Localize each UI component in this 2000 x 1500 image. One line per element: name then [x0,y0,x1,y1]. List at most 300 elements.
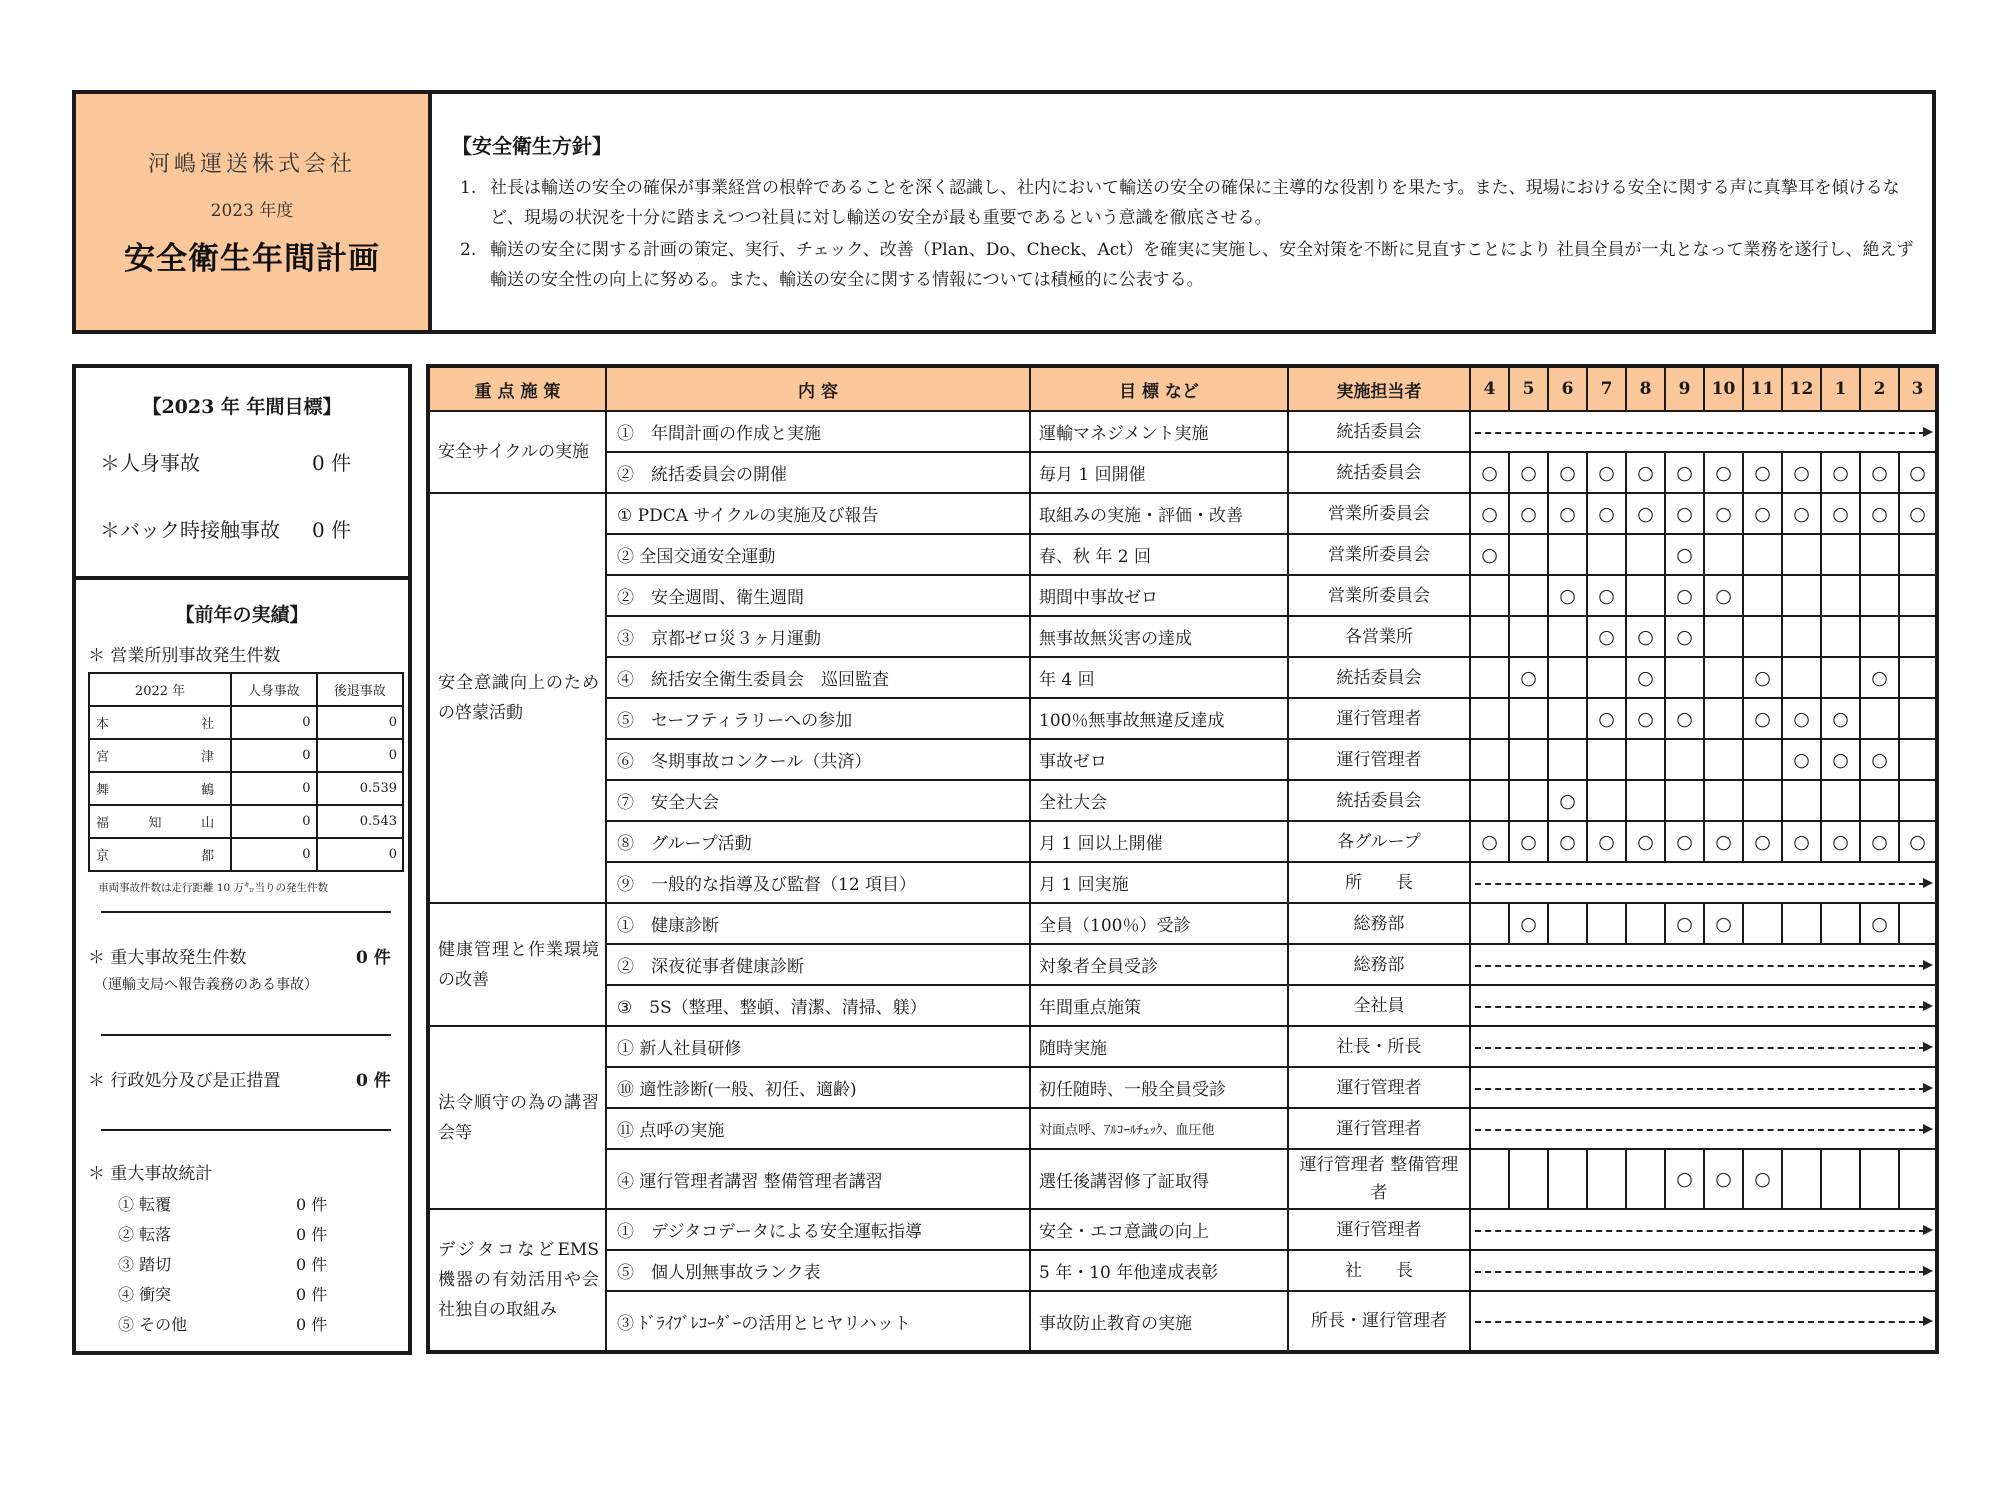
target-cell: 事故防止教育の実施 [1030,1291,1288,1352]
content-cell: ② 統括委員会の開催 [606,452,1030,493]
month-cell [1860,821,1899,862]
office-name: 宮津 [89,739,231,772]
circle-mark-icon: ○ [1832,830,1849,853]
month-cell [1470,1149,1509,1209]
month-header: 11 [1743,366,1782,411]
content-cell: ⑩ 適性診断(一般、初任、適齢) [606,1067,1030,1108]
month-cell [1860,452,1899,493]
stat-value: 0 件 [296,1314,328,1334]
month-header: 4 [1470,366,1509,411]
table-row [428,1209,1937,1250]
month-cell [1509,452,1548,493]
content-cell: ③ 京都ゼロ災３ヶ月運動 [606,616,1030,657]
person-cell: 社長・所長 [1288,1026,1470,1067]
month-header: 3 [1899,366,1937,411]
safety-policy [432,94,1932,330]
table-row [89,838,403,871]
month-cell [1821,616,1860,657]
circle-mark-icon: ○ [1909,830,1926,853]
stat-value: 0 件 [296,1284,328,1304]
person-header: 実施担当者 [1288,366,1470,411]
month-cell [1821,780,1860,821]
month-cell [1704,821,1743,862]
month-cell [1509,698,1548,739]
circle-mark-icon: ○ [1598,502,1615,525]
category-cell: 安全サイクルの実施 [428,411,606,493]
month-cell [1548,821,1587,862]
year-round-arrow [1470,1067,1937,1108]
table-row [428,1291,1937,1352]
serious-accident-value: 0 件 [356,948,391,968]
circle-mark-icon: ○ [1793,502,1810,525]
month-cell [1587,493,1626,534]
stat-row [76,1278,408,1308]
circle-mark-icon: ○ [1676,1168,1693,1190]
circle-mark-icon: ○ [1715,461,1732,484]
content-cell: ④ 統括安全衛生委員会 巡回監査 [606,657,1030,698]
month-cell [1899,616,1937,657]
month-cell [1665,780,1704,821]
office-name: 京都 [89,838,231,871]
content-cell: ③ 5S（整理、整頓、清潔、清掃、躾） [606,985,1030,1026]
month-header: 12 [1782,366,1821,411]
table-header: 人身事故 [231,673,316,706]
year-round-arrow [1470,1250,1937,1291]
backing-count: 0.543 [317,805,403,838]
circle-mark-icon: ○ [1832,707,1849,730]
circle-mark-icon: ○ [1520,830,1537,853]
person-cell: 総務部 [1288,944,1470,985]
circle-mark-icon: ○ [1754,1168,1771,1190]
month-cell [1782,821,1821,862]
month-cell [1899,534,1937,575]
month-cell [1860,616,1899,657]
table-row [89,739,403,772]
month-cell [1899,452,1937,493]
circle-mark-icon: ○ [1715,1168,1732,1190]
circle-mark-icon: ○ [1832,748,1849,771]
goal-label: ＊人身事故 [100,451,200,475]
table-row [428,616,1937,657]
month-cell [1626,698,1665,739]
target-cell: 毎月 1 回開催 [1030,452,1288,493]
stat-value: 0 件 [296,1194,328,1214]
table-row [428,1250,1937,1291]
person-cell: 社 長 [1288,1250,1470,1291]
serious-accident-row [76,943,408,968]
policy-heading: 【安全衛生方針】 [452,134,612,158]
table-row [428,821,1937,862]
month-cell [1626,452,1665,493]
person-cell: 営業所委員会 [1288,534,1470,575]
month-cell [1509,780,1548,821]
category-cell: 健康管理と作業環境の改善 [428,903,606,1026]
stat-label: ④ 衝突 [118,1284,172,1304]
person-cell: 総務部 [1288,903,1470,944]
stat-row [76,1248,408,1278]
table-row [428,452,1937,493]
month-cell [1743,616,1782,657]
month-cell [1704,493,1743,534]
circle-mark-icon: ○ [1793,707,1810,730]
table-row [428,534,1937,575]
person-cell: 所長・運行管理者 [1288,1291,1470,1352]
target-cell: 対象者全員受診 [1030,944,1288,985]
month-cell [1626,657,1665,698]
month-cell [1665,739,1704,780]
content-cell: ① PDCA サイクルの実施及び報告 [606,493,1030,534]
table-row [428,1108,1937,1149]
schedule-table [426,364,1939,1354]
goal-row [76,514,408,543]
month-cell [1743,821,1782,862]
serious-accident-note: （運輸支局へ報告義務のある事故） [94,977,318,993]
content-cell: ② 安全週間、衛生週間 [606,575,1030,616]
month-header: 2 [1860,366,1899,411]
month-cell [1743,493,1782,534]
circle-mark-icon: ○ [1520,461,1537,484]
content-header: 内 容 [606,366,1030,411]
person-cell: 運行管理者 [1288,739,1470,780]
month-cell [1626,903,1665,944]
month-cell [1782,534,1821,575]
month-cell [1626,493,1665,534]
circle-mark-icon: ○ [1676,707,1693,730]
month-cell [1470,657,1509,698]
month-cell [1665,903,1704,944]
injury-count: 0 [231,739,316,772]
table-row [428,1067,1937,1108]
month-cell [1782,657,1821,698]
injury-count: 0 [231,838,316,871]
month-cell [1509,493,1548,534]
year-round-arrow [1470,985,1937,1026]
month-cell [1704,780,1743,821]
month-cell [1587,657,1626,698]
target-cell: 全社大会 [1030,780,1288,821]
circle-mark-icon: ○ [1754,461,1771,484]
content-cell: ⑥ 冬期事故コンクール（共済） [606,739,1030,780]
month-cell [1704,903,1743,944]
target-cell: 全員（100％）受診 [1030,903,1288,944]
month-cell [1548,534,1587,575]
circle-mark-icon: ○ [1676,912,1693,935]
month-cell [1704,1149,1743,1209]
stats-heading: ＊ 重大事故統計 [88,1164,213,1184]
month-cell [1470,493,1509,534]
month-cell [1509,1149,1548,1209]
month-cell [1899,698,1937,739]
target-cell: 初任随時、一般全員受診 [1030,1067,1288,1108]
circle-mark-icon: ○ [1559,461,1576,484]
month-cell [1470,780,1509,821]
previous-results-panel [72,580,412,1355]
table-row [428,493,1937,534]
injury-count: 0 [231,805,316,838]
schedule-header-row [428,366,1937,411]
month-header: 1 [1821,366,1860,411]
content-cell: ⑦ 安全大会 [606,780,1030,821]
stat-row [76,1308,408,1338]
person-cell: 所 長 [1288,862,1470,903]
month-cell [1860,780,1899,821]
circle-mark-icon: ○ [1520,502,1537,525]
backing-count: 0 [317,706,403,739]
circle-mark-icon: ○ [1754,707,1771,730]
month-cell [1665,657,1704,698]
policy-text: 社長は輸送の安全の確保が事業経営の根幹であることを深く認識し、社内において輸送の安全の確保に主導的な役割りを果たす。また、現場における安全に関する声に真摯耳を傾けるなど、現場の状況を十分に踏まえつつ社員に対し輸送の安全が最も重要であるという意識を徹底させる。 [490,178,1900,228]
month-cell [1860,493,1899,534]
content-cell: ⑪ 点呼の実施 [606,1108,1030,1149]
month-cell [1899,575,1937,616]
month-cell [1704,698,1743,739]
circle-mark-icon: ○ [1754,666,1771,689]
month-cell [1821,821,1860,862]
policy-text: 輸送の安全に関する計画の策定、実行、チェック、改善（Plan、Do、Check、Act）を確実に実施し、安全対策を不断に見直すことにより 社員全員が一丸となって業務を遂行し、絶えず輸送の安全性の向上に努める。また、輸送の安全に関する情報については積極的に公表する。 [490,240,1914,290]
month-cell [1743,657,1782,698]
year-round-arrow [1470,1108,1937,1149]
month-cell [1704,575,1743,616]
goal-label: ＊バック時接触事故 [100,518,280,542]
plan-header [72,90,1936,334]
circle-mark-icon: ○ [1676,543,1693,566]
stat-value: 0 件 [296,1224,328,1244]
title-box [76,94,432,330]
circle-mark-icon: ○ [1832,461,1849,484]
company-name: 河嶋運送株式会社 [147,151,356,177]
circle-mark-icon: ○ [1715,502,1732,525]
stat-label: ② 転落 [118,1224,172,1244]
target-cell: 期間中事故ゼロ [1030,575,1288,616]
month-cell [1665,493,1704,534]
circle-mark-icon: ○ [1793,748,1810,771]
person-cell: 運行管理者 整備管理者 [1288,1149,1470,1209]
annual-goals-panel [72,364,412,580]
circle-mark-icon: ○ [1715,830,1732,853]
person-cell: 統括委員会 [1288,780,1470,821]
category-cell: 安全意識向上のための啓蒙活動 [428,493,606,903]
month-cell [1470,821,1509,862]
year-round-arrow [1470,411,1937,452]
month-cell [1665,1149,1704,1209]
month-cell [1665,534,1704,575]
content-cell: ④ 運行管理者講習 整備管理者講習 [606,1149,1030,1209]
goals-title: 【2023 年 年間目標】 [142,396,342,418]
month-cell [1470,534,1509,575]
circle-mark-icon: ○ [1871,912,1888,935]
month-cell [1743,534,1782,575]
policy-number: 2. [460,240,477,260]
circle-mark-icon: ○ [1598,461,1615,484]
circle-mark-icon: ○ [1676,461,1693,484]
content-cell: ② 深夜従事者健康診断 [606,944,1030,985]
backing-count: 0.539 [317,772,403,805]
month-cell [1743,903,1782,944]
backing-count: 0 [317,838,403,871]
divider [101,1034,391,1036]
admin-action-row [76,1066,408,1091]
target-cell: 選任後講習修了証取得 [1030,1149,1288,1209]
person-cell: 全社員 [1288,985,1470,1026]
month-cell [1587,1149,1626,1209]
goal-row [76,447,408,476]
goal-value: 0 件 [312,451,352,475]
month-cell [1587,739,1626,780]
month-cell [1782,575,1821,616]
month-cell [1821,739,1860,780]
month-cell [1899,1149,1937,1209]
circle-mark-icon: ○ [1871,748,1888,771]
circle-mark-icon: ○ [1598,830,1615,853]
month-cell [1665,575,1704,616]
category-cell: 法令順守の為の講習会等 [428,1026,606,1209]
person-cell: 運行管理者 [1288,1108,1470,1149]
month-cell [1782,780,1821,821]
circle-mark-icon: ○ [1598,584,1615,607]
stat-row [76,1218,408,1248]
month-cell [1782,493,1821,534]
month-cell [1782,1149,1821,1209]
backing-count: 0 [317,739,403,772]
month-cell [1899,657,1937,698]
year-round-arrow [1470,944,1937,985]
month-cell [1743,1149,1782,1209]
table-row [428,1149,1937,1209]
month-header: 7 [1587,366,1626,411]
circle-mark-icon: ○ [1637,707,1654,730]
goal-value: 0 件 [312,518,352,542]
table-row [428,575,1937,616]
category-header: 重 点 施 策 [428,366,606,411]
month-cell [1548,657,1587,698]
table-row [428,862,1937,903]
circle-mark-icon: ○ [1871,502,1888,525]
person-cell: 統括委員会 [1288,657,1470,698]
circle-mark-icon: ○ [1598,625,1615,648]
circle-mark-icon: ○ [1676,502,1693,525]
person-cell: 各営業所 [1288,616,1470,657]
office-accident-table [88,672,404,872]
month-cell [1509,575,1548,616]
month-cell [1821,452,1860,493]
month-cell [1548,780,1587,821]
month-cell [1743,739,1782,780]
table-row [89,706,403,739]
month-cell [1821,1149,1860,1209]
month-cell [1860,657,1899,698]
month-cell [1860,1149,1899,1209]
month-cell [1509,739,1548,780]
month-header: 6 [1548,366,1587,411]
target-cell: 年 4 回 [1030,657,1288,698]
content-cell: ③ ﾄﾞﾗｲﾌﾞﾚｺｰﾀﾞｰの活用とヒヤリハット [606,1291,1030,1352]
month-cell [1548,575,1587,616]
circle-mark-icon: ○ [1520,912,1537,935]
month-cell [1704,657,1743,698]
page-title: 安全衛生年間計画 [124,240,380,277]
circle-mark-icon: ○ [1676,584,1693,607]
person-cell: 営業所委員会 [1288,575,1470,616]
office-name: 福知山 [89,805,231,838]
person-cell: 運行管理者 [1288,1067,1470,1108]
person-cell: 運行管理者 [1288,698,1470,739]
person-cell: 統括委員会 [1288,411,1470,452]
month-cell [1587,903,1626,944]
circle-mark-icon: ○ [1715,912,1732,935]
stat-label: ① 転覆 [118,1194,172,1214]
circle-mark-icon: ○ [1637,830,1654,853]
month-cell [1470,575,1509,616]
target-cell: 100％無事故無違反達成 [1030,698,1288,739]
circle-mark-icon: ○ [1637,666,1654,689]
target-cell: 運輸マネジメント実施 [1030,411,1288,452]
year-round-arrow [1470,1291,1937,1352]
table-row [428,657,1937,698]
month-cell [1509,534,1548,575]
month-cell [1860,903,1899,944]
table-header: 後退事故 [317,673,403,706]
month-cell [1704,616,1743,657]
admin-action-value: 0 件 [356,1071,391,1091]
target-cell: 月 1 回実施 [1030,862,1288,903]
month-cell [1782,698,1821,739]
circle-mark-icon: ○ [1481,543,1498,566]
month-cell [1899,493,1937,534]
month-cell [1704,739,1743,780]
month-cell [1509,657,1548,698]
results-title: 【前年の実績】 [175,604,309,626]
month-cell [1821,698,1860,739]
circle-mark-icon: ○ [1637,625,1654,648]
serious-accident-label: ＊ 重大事故発生件数 [88,948,247,968]
circle-mark-icon: ○ [1598,707,1615,730]
month-cell [1821,575,1860,616]
month-cell [1470,452,1509,493]
table-row [428,411,1937,452]
month-cell [1665,616,1704,657]
content-cell: ⑨ 一般的な指導及び監督（12 項目） [606,862,1030,903]
month-cell [1860,739,1899,780]
month-cell [1548,616,1587,657]
circle-mark-icon: ○ [1676,830,1693,853]
target-cell: 月 1 回以上開催 [1030,821,1288,862]
month-cell [1704,452,1743,493]
injury-count: 0 [231,772,316,805]
circle-mark-icon: ○ [1832,502,1849,525]
month-cell [1548,739,1587,780]
table-note: 車両事故件数は走行距離 10 万㌔当りの発生件数 [98,882,329,894]
table-header-row [89,673,403,706]
person-cell: 統括委員会 [1288,452,1470,493]
month-cell [1626,1149,1665,1209]
month-cell [1587,821,1626,862]
month-cell [1548,1149,1587,1209]
table-row [428,1026,1937,1067]
month-cell [1626,575,1665,616]
content-cell: ⑤ セーフティラリーへの参加 [606,698,1030,739]
month-header: 5 [1509,366,1548,411]
month-cell [1470,698,1509,739]
month-cell [1470,903,1509,944]
month-header: 9 [1665,366,1704,411]
month-cell [1899,739,1937,780]
circle-mark-icon: ○ [1559,830,1576,853]
content-cell: ① 健康診断 [606,903,1030,944]
office-name: 舞鶴 [89,772,231,805]
month-cell [1782,903,1821,944]
month-cell [1821,534,1860,575]
month-header: 8 [1626,366,1665,411]
